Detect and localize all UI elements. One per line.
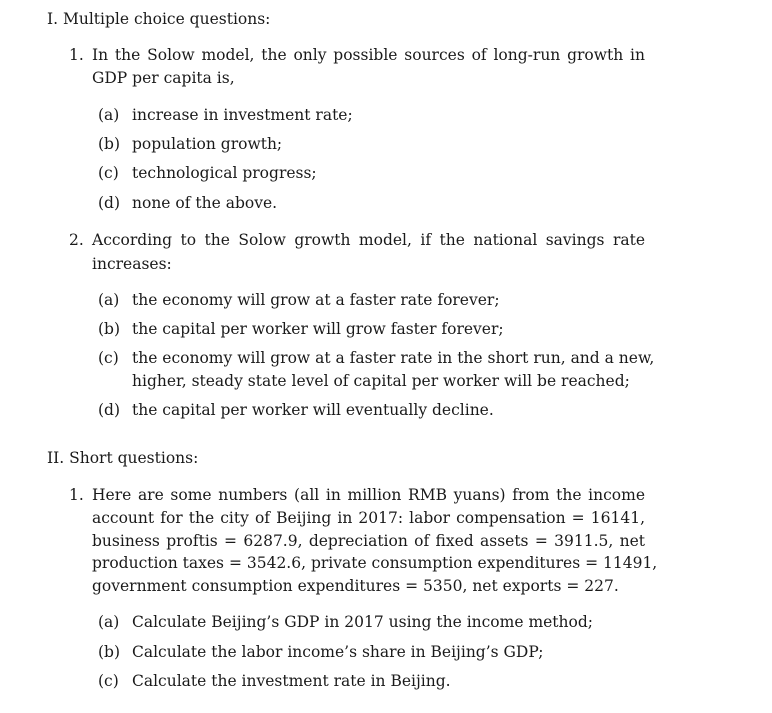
option-label-d: (d) <box>98 401 121 419</box>
option-label-a: (a) <box>98 291 120 309</box>
option-label-c: (c) <box>98 349 119 367</box>
question-number: 1. <box>69 486 84 504</box>
option-text-a: Calculate Beijing’s GDP in 2017 using the income method; <box>132 613 593 631</box>
option-label-b: (b) <box>98 320 121 338</box>
section-heading-multiple-choice: I. Multiple choice questions: <box>47 10 271 28</box>
option-label-b: (b) <box>98 135 121 153</box>
question-text-line: government consumption expenditures = 5350, net exports = 227. <box>92 577 619 595</box>
option-text-b: population growth; <box>132 135 283 153</box>
option-text-c: Calculate the investment rate in Beijing. <box>132 672 451 690</box>
option-text-d: none of the above. <box>132 194 278 212</box>
option-text-b: Calculate the labor income’s share in Beijing’s GDP; <box>132 643 544 661</box>
question-text-line: In the Solow model, the only possible sources of long-run growth in <box>92 46 645 64</box>
option-label-c: (c) <box>98 672 119 690</box>
option-text-c-continued: higher, steady state level of capital per worker will be reached; <box>132 372 630 390</box>
question-text-line: account for the city of Beijing in 2017: labor compensation = 16141, <box>92 509 645 527</box>
option-label-a: (a) <box>98 613 120 631</box>
option-text-c: technological progress; <box>132 164 317 182</box>
option-text-d: the capital per worker will eventually decline. <box>132 401 494 419</box>
option-label-b: (b) <box>98 643 121 661</box>
question-number: 1. <box>69 46 84 64</box>
option-text-b: the capital per worker will grow faster forever; <box>132 320 504 338</box>
option-text-c: the economy will grow at a faster rate in the short run, and a new, <box>132 349 655 367</box>
question-number: 2. <box>69 231 84 249</box>
option-label-a: (a) <box>98 106 120 124</box>
option-label-d: (d) <box>98 194 121 212</box>
section-heading-short-questions: II. Short questions: <box>47 449 199 467</box>
question-text-line: According to the Solow growth model, if the national savings rate <box>92 231 645 249</box>
question-text-line: business proftis = 6287.9, depreciation of fixed assets = 3911.5, net <box>92 532 645 550</box>
option-text-a: increase in investment rate; <box>132 106 353 124</box>
question-text-line: increases: <box>92 255 172 273</box>
question-text-line: GDP per capita is, <box>92 69 235 87</box>
option-text-a: the economy will grow at a faster rate forever; <box>132 291 500 309</box>
question-text-line: production taxes = 3542.6, private consumption expenditures = 11491, <box>92 554 658 572</box>
option-label-c: (c) <box>98 164 119 182</box>
question-text-line: Here are some numbers (all in million RMB yuans) from the income <box>92 486 645 504</box>
